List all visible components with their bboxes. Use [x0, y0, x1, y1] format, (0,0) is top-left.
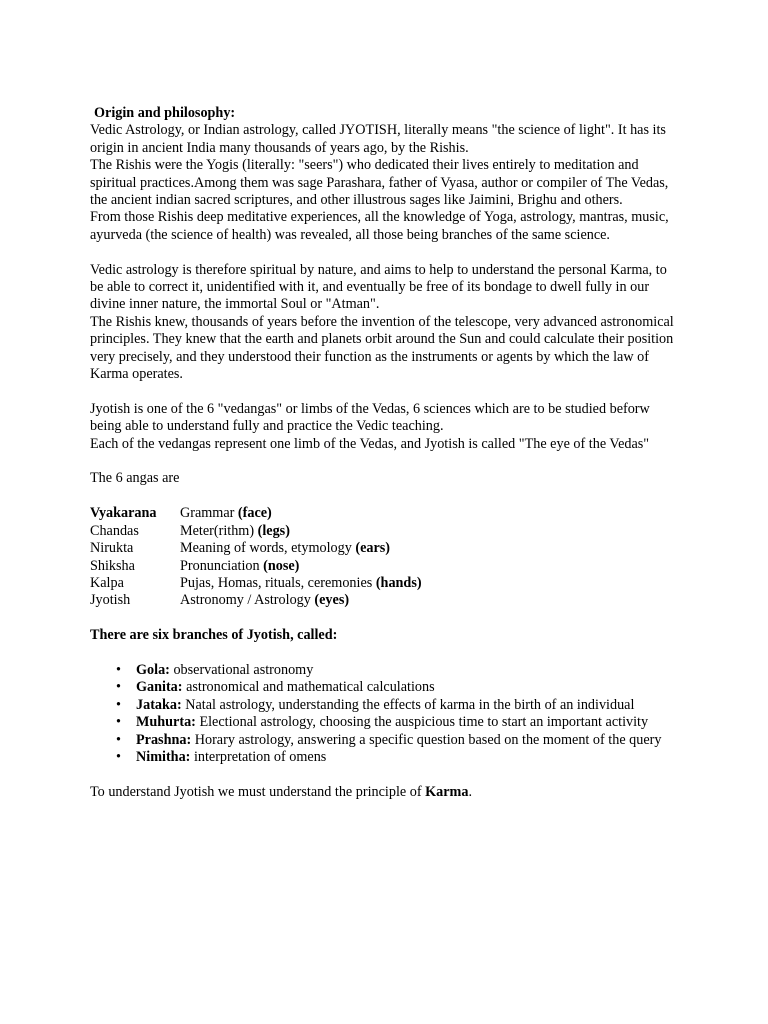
bullet-icon: • [116, 714, 121, 731]
anga-term: Chandas [90, 522, 139, 539]
section-heading: Origin and philosophy: [94, 105, 236, 121]
anga-term: Vyakarana [90, 505, 157, 522]
anga-meaning: Astronomy / Astrology (eyes) [180, 592, 350, 609]
table-row [90, 540, 422, 557]
bullet-icon: • [116, 661, 121, 678]
table-row [90, 575, 422, 592]
anga-term: Jyotish [90, 592, 131, 609]
branches-list [90, 662, 680, 766]
bullet-icon: • [116, 679, 121, 696]
table-row [90, 505, 422, 522]
table-row [90, 592, 422, 609]
document-body [90, 105, 680, 801]
bullet-icon: • [116, 731, 121, 748]
angas-intro: The 6 angas are [90, 470, 180, 487]
anga-meaning: Pronunciation (nose) [180, 557, 300, 574]
anga-term: Shiksha [90, 557, 135, 574]
anga-term: Kalpa [90, 574, 124, 591]
anga-meaning: Grammar (face) [180, 505, 272, 522]
list-item: • Muhurta: Electional astrology, choosing the auspicious time to start an important activity [116, 714, 649, 731]
anga-term: Nirukta [90, 540, 134, 557]
closing-paragraph: To understand Jyotish we must understand the principle of Karma. [90, 783, 473, 800]
table-row [90, 558, 422, 575]
paragraph: Jyotish is one of the 6 "vedangas" or limbs of the Vedas, 6 sciences which are to be studied beforw being able to understand fully and practice the Vedic teaching. [90, 400, 650, 435]
list-item: • Jataka: Natal astrology, understanding the effects of karma in the birth of an individual [116, 696, 635, 713]
paragraph: From those Rishis deep meditative experiences, all the knowledge of Yoga, astrology, mantras, music, ayurveda (the science of health) was revealed, all those being branches of the same science. [90, 209, 669, 243]
paragraph: Each of the vedangas represent one limb of the Vedas, and Jyotish is called "The eye of the Vedas" [90, 435, 650, 452]
list-item: • Prashna: Horary astrology, answering a specific question based on the moment of the query [116, 731, 662, 748]
list-item: • Gola: observational astronomy [116, 661, 314, 678]
body-part: (legs) [257, 522, 290, 539]
paragraph: Vedic Astrology, or Indian astrology, called JYOTISH, literally means "the science of light". It has its origin in ancient India many thousands of years ago, by the Rishis. [90, 122, 666, 156]
branches-heading: There are six branches of Jyotish, called: [90, 627, 338, 644]
bullet-icon: • [116, 696, 121, 713]
body-part: (eyes) [314, 592, 350, 609]
body-part: (face) [237, 505, 272, 522]
table-row [90, 523, 422, 540]
list-item: • Ganita: astronomical and mathematical calculations [116, 679, 435, 696]
body-part: (hands) [375, 574, 422, 591]
list-item: • Nimitha: interpretation of omens [116, 748, 327, 765]
body-part: (ears) [355, 540, 391, 557]
karma-term: Karma [425, 783, 469, 800]
bullet-icon: • [116, 748, 121, 765]
anga-meaning: Meter(rithm) (legs) [180, 522, 290, 539]
paragraph: Vedic astrology is therefore spiritual by nature, and aims to help to understand the personal Karma, to be able to correct it, unidentified with it, and eventually be free of its bondage to dwell fully in our divine inner nature, the immortal Soul or "Atman". [90, 261, 667, 313]
body-part: (nose) [263, 557, 300, 574]
paragraph: The Rishis were the Yogis (literally: "seers") who dedicated their lives entirely to meditation and spiritual practices.Among them was sage Parashara, father of Vyasa, author or compiler of The Vedas, the ancient indian sacred scriptures, and other illustrous sages like Jaimini, Brighu and others. [90, 157, 669, 209]
anga-meaning: Pujas, Homas, rituals, ceremonies (hands) [180, 574, 422, 591]
paragraph: The Rishis knew, thousands of years before the invention of the telescope, very advanced astronomical principles. They knew that the earth and planets orbit around the Sun and could calculate their position very precisely, and they understood their function as the instruments or agents by which the law of Karma operates. [90, 313, 674, 383]
angas-table [90, 505, 422, 609]
anga-meaning: Meaning of words, etymology (ears) [180, 540, 391, 557]
